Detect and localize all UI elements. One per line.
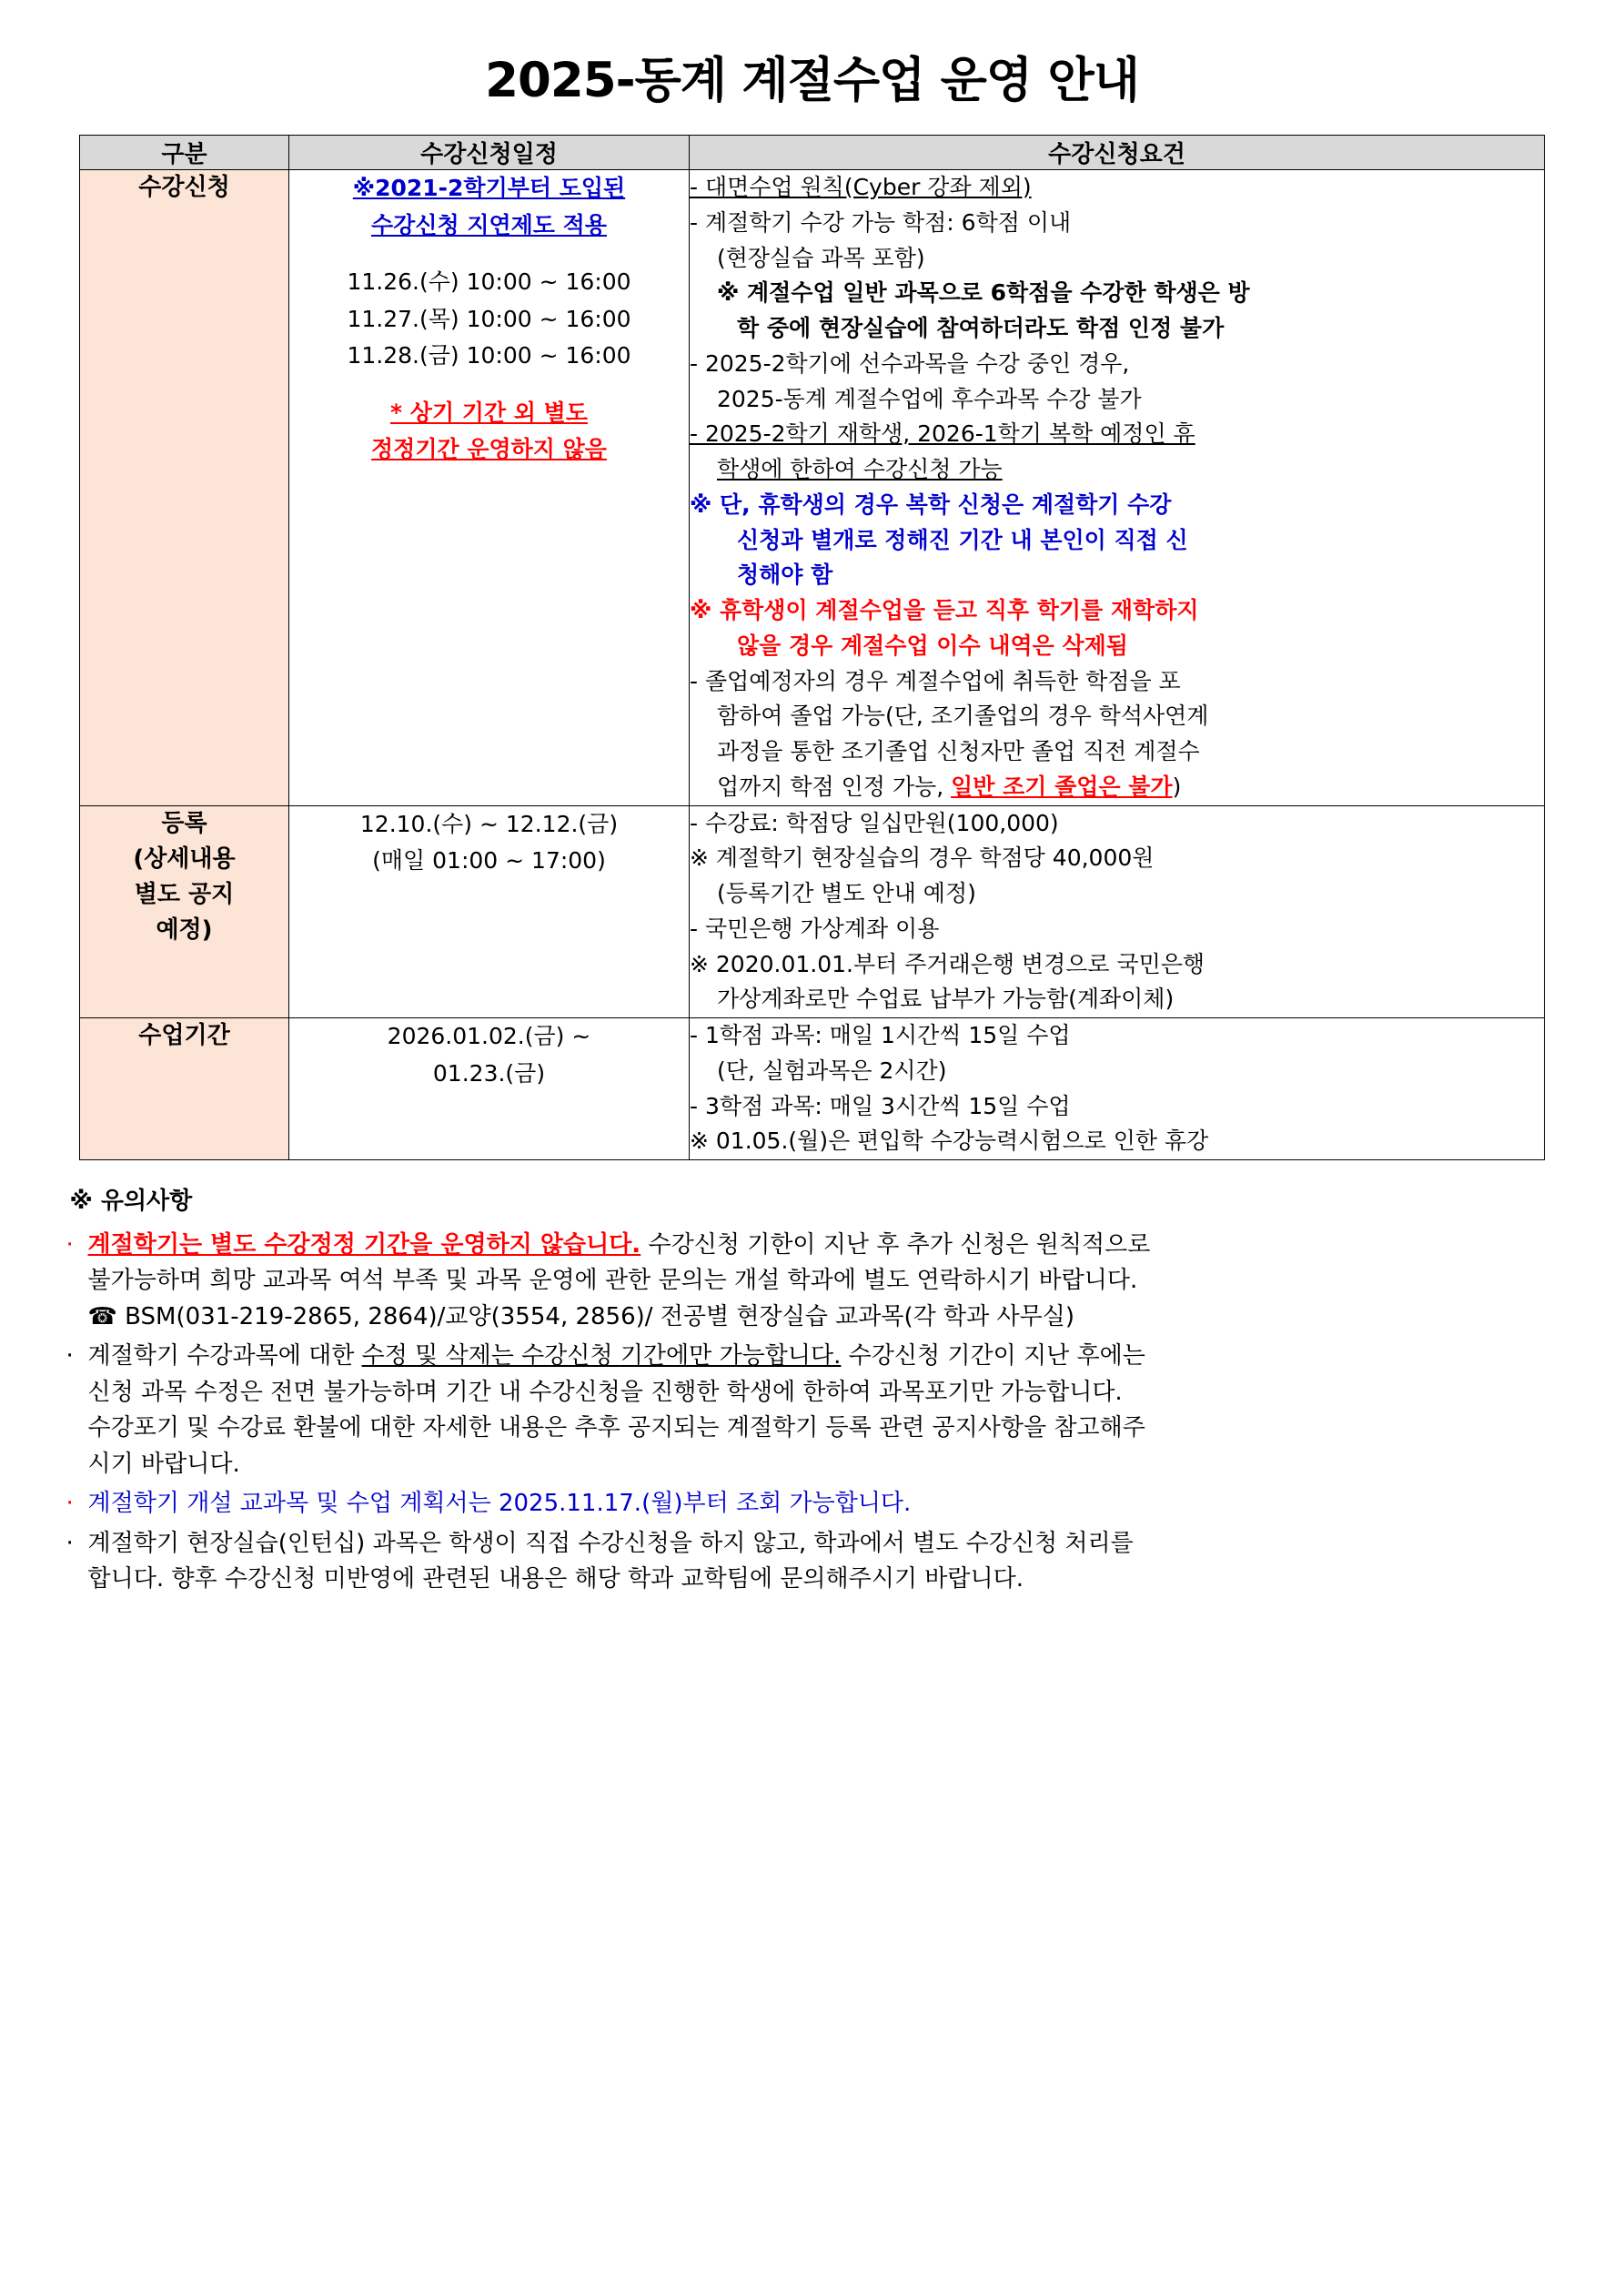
notes-heading: ※ 유의사항 <box>69 1188 193 1215</box>
row-schedule-registration: ※2021-2학기부터 도입된 수강신청 지연제도 적용 11.26.(수) 10:00 ~ 16:00 11.27.(목) 10:00 ~ 16:00 11.28.(금) 10:00 ~ 16:00 * 상기 기간 외 별도 정정기간 운영하지 않음 <box>289 170 690 806</box>
table-header-row <box>80 136 1545 170</box>
list-item <box>66 1339 1558 1482</box>
note-text-4 <box>88 1526 1558 1598</box>
header-schedule: 수강신청일정 <box>289 136 690 170</box>
highlight-no-early-graduation: 일반 조기 졸업은 불가 <box>951 773 1173 800</box>
list-item <box>66 1526 1558 1598</box>
row-category-payment: 등록 (상세내용 별도 공지 예정) <box>80 805 289 1018</box>
note-emphasis: 수정 및 삭제는 수강신청 기간에만 가능합니다. <box>361 1342 842 1371</box>
table-row <box>80 170 1545 806</box>
row-schedule-payment: 12.10.(수) ~ 12.12.(금) (매일 01:00 ~ 17:00) <box>289 805 690 1018</box>
note-line: 수강포기 및 수강료 환불에 대한 자세한 내용은 추후 공지되는 계절학기 등록 관련 공지사항을 참고해주 <box>87 1414 1145 1442</box>
bullet-icon: · <box>66 1230 74 1259</box>
row-schedule-class-period: 2026.01.02.(금) ~ 01.23.(금) <box>289 1018 690 1160</box>
row-requirements-payment: - 수강료: 학점당 일십만원(100,000) ※ 계절학기 현장실습의 경우 학점당 40,000원 (등록기간 별도 안내 예정) - 국민은행 가상계좌 이용 ※ 2020.01.01.부터 주거래은행 변경으로 국민은행 가상계좌로만 수업료 납부가 가능함(계좌이체) <box>690 805 1545 1018</box>
note-line: 합니다. 향후 수강신청 미반영에 관련된 내용은 해당 학과 교학팀에 문의해주시기 바랍니다. <box>87 1565 1024 1593</box>
bullet-icon: · <box>66 1490 74 1518</box>
notes-section <box>66 1184 1558 1598</box>
row-requirements-registration: - 대면수업 원칙(Cyber 강좌 제외) - 계절학기 수강 가능 학점: 6학점 이내 (현장실습 과목 포함) ※ 계절수업 일반 과목으로 6학점을 수강한 학생은 방 학 중에 현장실습에 참여하더라도 학점 인정 불가 - 2025-2학기에 선수과목을 수강 중인 경우, 2025-동계 계절수업에 후수과목 수강 불가 - 2025-2학기 재학생, 2026-1학기 복학 예정인 휴 학생에 한하여 수강신청 가능 ※ 단, 휴학생의 경우 복학 신청은 계절학기 수강 신청과 별개로 정해진 기간 내 본인이 직접 신 청해야 함 ※ 휴학생이 계절수업을 듣고 직후 학기를 재학하지 않을 경우 계절수업 이수 내역은 삭제됨 - 졸업예정자의 경우 계절수업에 취득한 학점을 포 함하여 졸업 가능(단, 조기졸업의 경우 학석사연계 과정을 통한 조기졸업 신청자만 졸업 직전 계절수 업까지 학점 인정 가능, 일반 조기 졸업은 불가) <box>690 170 1545 806</box>
row-category-class-period: 수업기간 <box>80 1018 289 1160</box>
note-text-1 <box>88 1228 1558 1336</box>
table-row <box>80 805 1545 1018</box>
list-item <box>66 1486 1558 1522</box>
page-title: 2025-동계 계절수업 운영 안내 <box>485 53 1139 108</box>
note-line: 계절학기 현장실습(인턴십) 과목은 학생이 직접 수강신청을 하지 않고, 학과에서 별도 수강신청 처리를 <box>87 1529 1134 1557</box>
header-category: 구분 <box>80 136 289 170</box>
note-line: 계절학기 수강과목에 대한 수정 및 삭제는 수강신청 기간에만 가능합니다. 수강신청 기간이 지난 후에는 <box>87 1342 1145 1371</box>
header-requirements: 수강신청요건 <box>690 136 1545 170</box>
note-line: 불가능하며 희망 교과목 여석 부족 및 과목 운영에 관한 문의는 개설 학과에 별도 연락하시기 바랍니다. <box>87 1267 1138 1295</box>
note-line-contact: ☎ BSM(031-219-2865, 2864)/교양(3554, 2856)/ 전공별 현장실습 교과목(각 학과 사무실) <box>87 1302 1075 1330</box>
list-item <box>66 1228 1558 1336</box>
spacer <box>289 375 689 395</box>
note-line: 신청 과목 수정은 전면 불가능하며 기간 내 수강신청을 진행한 학생에 한하여 과목포기만 가능합니다. <box>87 1378 1123 1406</box>
note-text-3 <box>88 1486 1558 1522</box>
note-line: 계절학기는 별도 수강정정 기간을 운영하지 않습니다. 수강신청 기한이 지난 후 추가 신청은 원칙적으로 <box>87 1230 1151 1259</box>
bullet-icon: · <box>66 1529 74 1557</box>
row-category-registration: 수강신청 <box>80 170 289 806</box>
table-row <box>80 1018 1545 1160</box>
note-emphasis: 계절학기는 별도 수강정정 기간을 운영하지 않습니다. <box>87 1230 641 1259</box>
note-line: 시기 바랍니다. <box>87 1450 240 1478</box>
row-requirements-class-period: - 1학점 과목: 매일 1시간씩 15일 수업 (단, 실험과목은 2시간) - 3학점 과목: 매일 3시간씩 15일 수업 ※ 01.05.(월)은 편입학 수강능력시험으로 인한 휴강 <box>690 1018 1545 1160</box>
note-text-2 <box>88 1339 1558 1482</box>
bullet-icon: · <box>66 1342 74 1371</box>
note-line: 계절학기 개설 교과목 및 수업 계획서는 2025.11.17.(월)부터 조회 가능합니다. <box>87 1490 912 1518</box>
spacer <box>289 244 689 264</box>
course-registration-table <box>79 135 1545 1160</box>
requirement-line-last: 업까지 학점 인정 가능, 일반 조기 졸업은 불가) <box>717 773 1182 800</box>
